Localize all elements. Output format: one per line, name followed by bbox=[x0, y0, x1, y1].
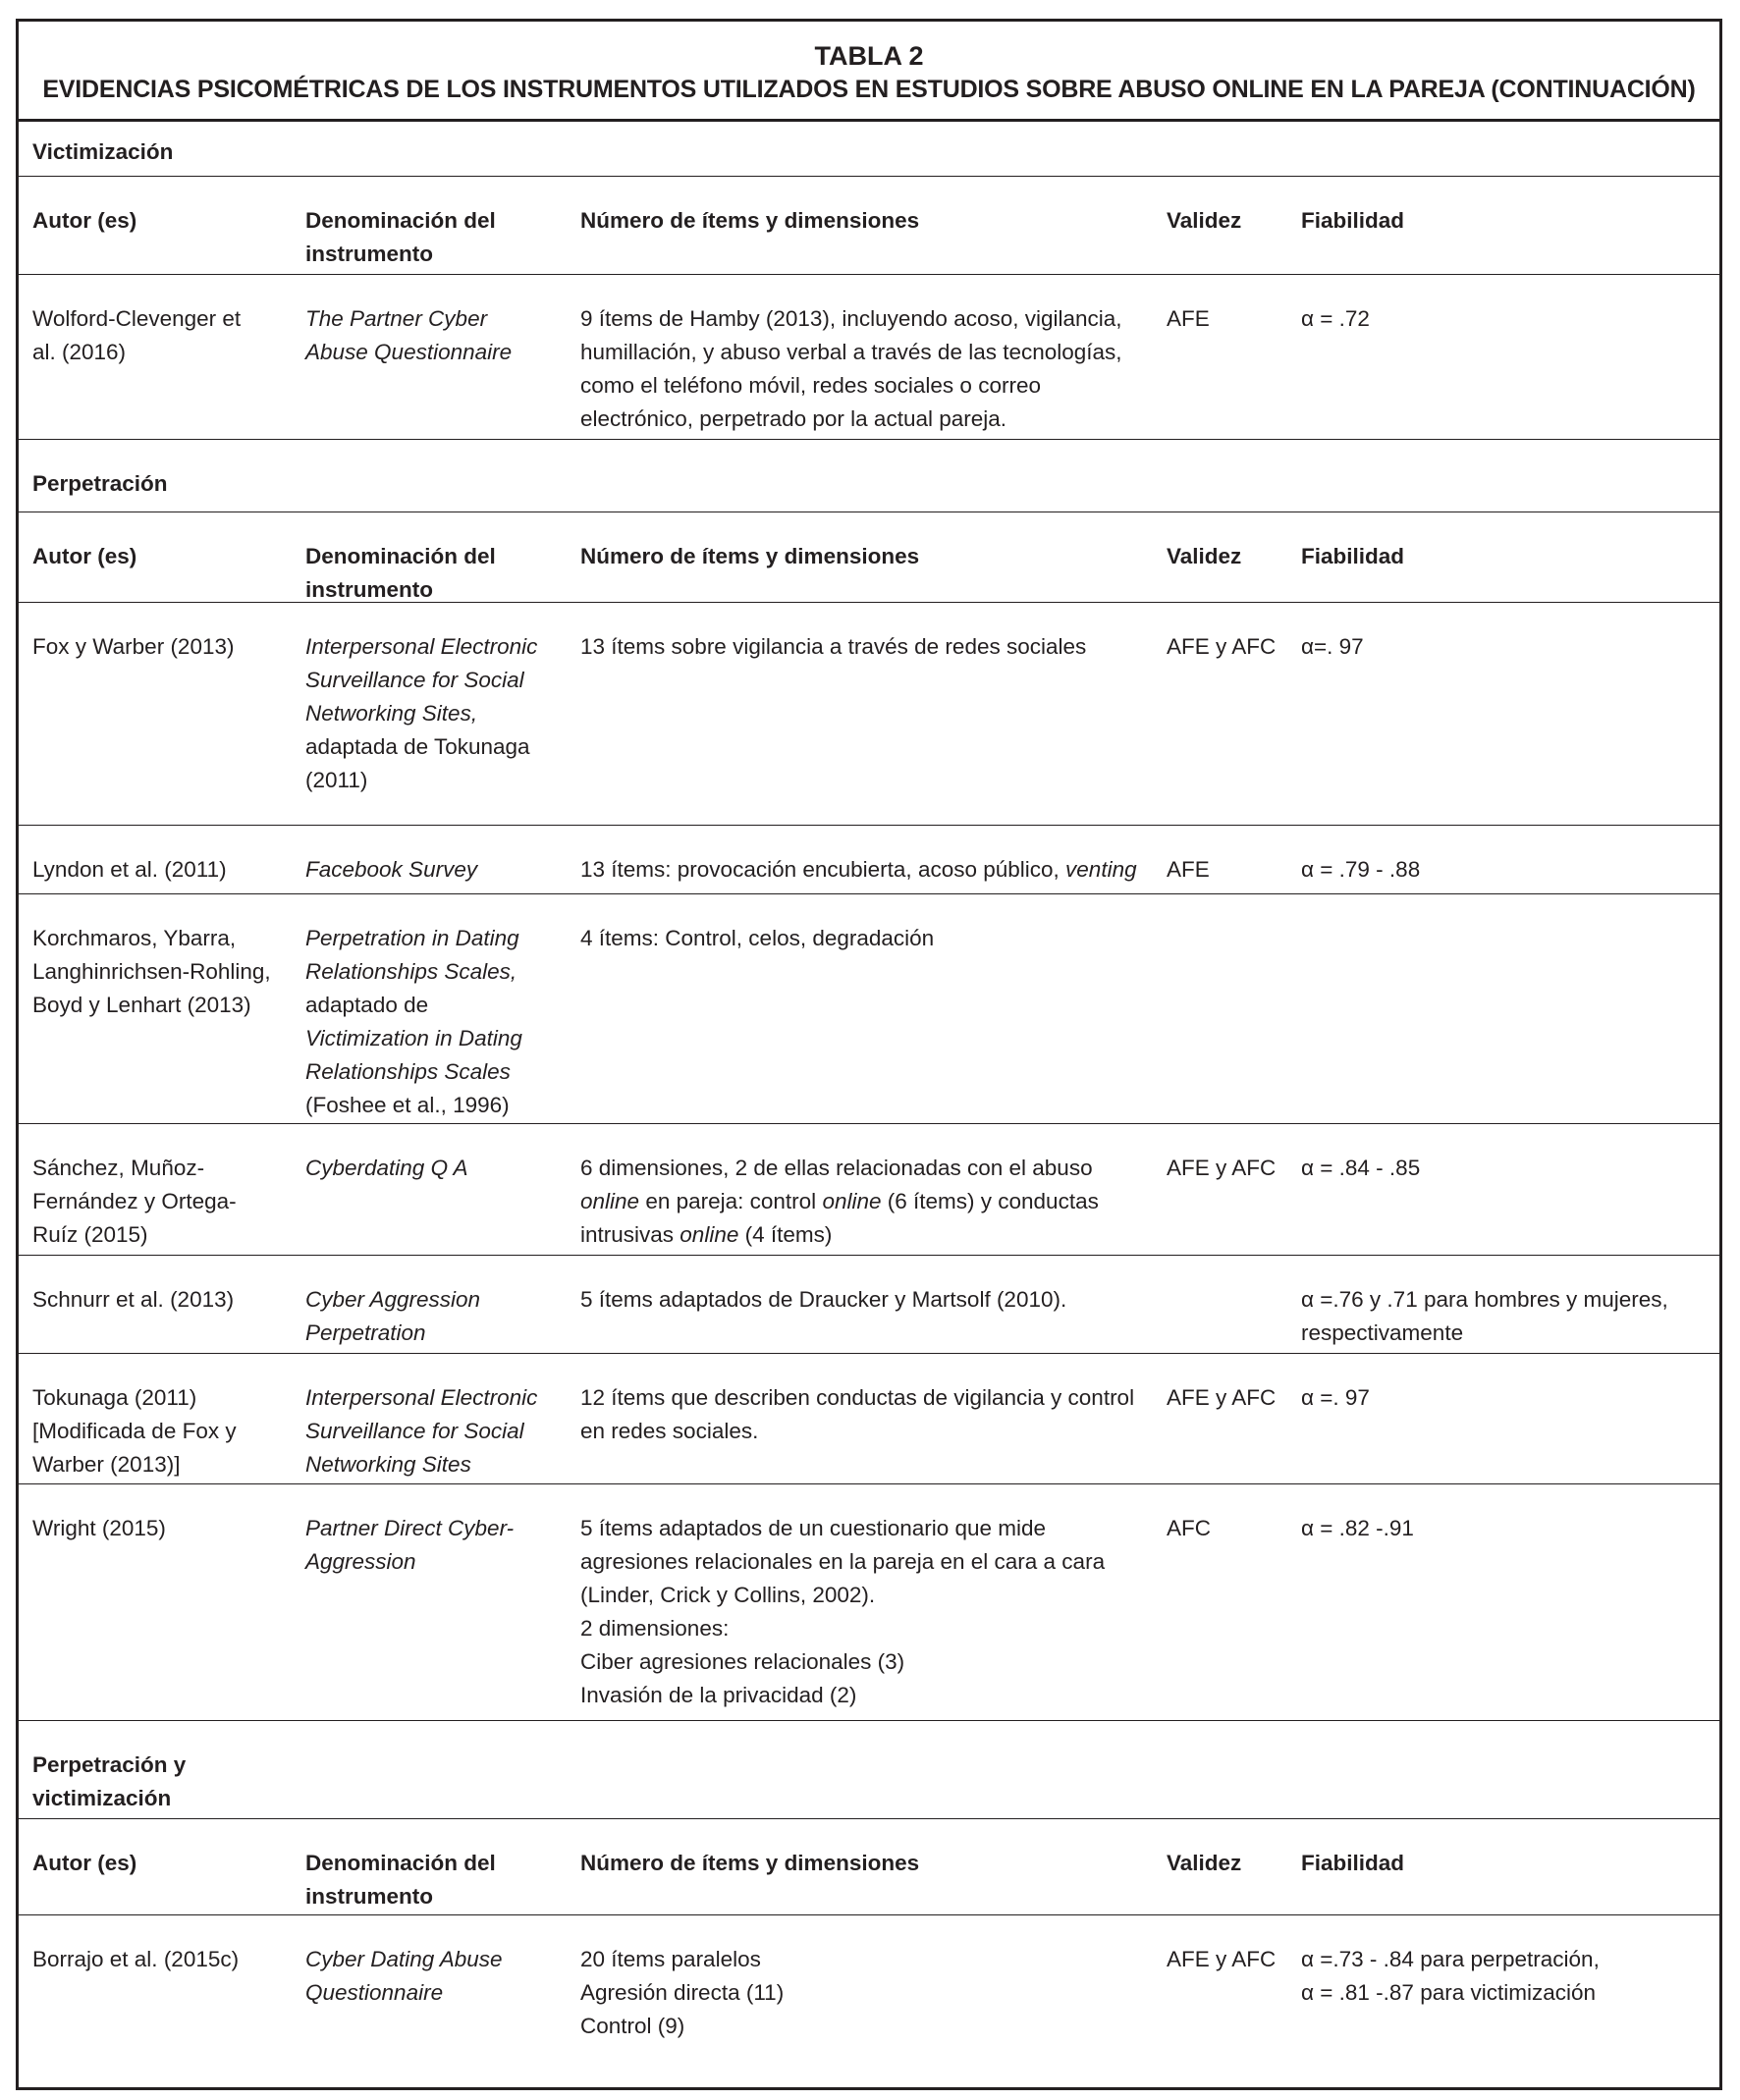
cell-instrumento: Partner Direct Cyber- Aggression bbox=[305, 1516, 515, 1574]
cell-validez: AFE bbox=[1167, 857, 1210, 882]
cell-items: 13 ítems sobre vigilancia a través de redes sociales bbox=[580, 634, 1087, 659]
cell-autor: Sánchez, Muñoz- Fernández y Ortega- Ruíz (2015) bbox=[32, 1156, 237, 1247]
cell-validez: AFE y AFC bbox=[1167, 1385, 1277, 1410]
table-row bbox=[19, 603, 1719, 826]
cell-autor: Schnurr et al. (2013) bbox=[32, 1287, 235, 1312]
table-number: TABLA 2 bbox=[814, 41, 924, 71]
header-row bbox=[19, 1819, 1719, 1915]
table-row bbox=[19, 1915, 1719, 2087]
cell-instrumento: Facebook Survey bbox=[305, 857, 478, 882]
cell-validez bbox=[1167, 894, 1290, 922]
table-row bbox=[19, 1484, 1719, 1721]
cell-fiabilidad: α = .79 - .88 bbox=[1301, 857, 1421, 882]
cell-validez: AFE y AFC bbox=[1167, 1156, 1277, 1180]
header-fiabilidad: Fiabilidad bbox=[1301, 1851, 1405, 1875]
table-caption bbox=[19, 22, 1719, 122]
cell-autor: Lyndon et al. (2011) bbox=[32, 857, 227, 882]
section-label: Victimización bbox=[32, 139, 174, 164]
cell-items: 6 dimensiones, 2 de ellas relacionadas con el abuso online en pareja: control online (6 ítems) y conductas intrusivas online (4 ítems) bbox=[580, 1156, 1099, 1247]
cell-instrumento: Interpersonal Electronic Surveillance for Social Networking Sites bbox=[305, 1385, 538, 1477]
header-fiabilidad: Fiabilidad bbox=[1301, 208, 1405, 233]
cell-instrumento: Perpetration in Dating Relationships Scales, adaptado de Victimization in Dating Relationships Scales (Foshee et al., 1996) bbox=[305, 926, 522, 1117]
cell-validez: AFE y AFC bbox=[1167, 634, 1277, 659]
cell-autor: Borrajo et al. (2015c) bbox=[32, 1947, 240, 1971]
cell-fiabilidad: α = .82 -.91 bbox=[1301, 1516, 1414, 1540]
cell-items: 13 ítems: provocación encubierta, acoso público, venting bbox=[580, 857, 1137, 882]
section-label: Perpetración bbox=[32, 471, 168, 496]
header-validez: Validez bbox=[1167, 208, 1242, 233]
cell-validez: AFC bbox=[1167, 1516, 1211, 1540]
cell-items: 4 ítems: Control, celos, degradación bbox=[580, 926, 935, 950]
cell-instrumento: Cyber Aggression Perpetration bbox=[305, 1287, 481, 1345]
cell-items: 12 ítems que describen conductas de vigilancia y control en redes sociales. bbox=[580, 1385, 1135, 1443]
table-row bbox=[19, 894, 1719, 1124]
header-denominacion: Denominación del instrumento bbox=[305, 544, 496, 602]
cell-items: 20 ítems paralelos Agresión directa (11) Control (9) bbox=[580, 1947, 785, 2038]
cell-items: 9 ítems de Hamby (2013), incluyendo acoso, vigilancia, humillación, y abuso verbal a través de las tecnologías, como el teléfono móvil, redes sociales o correo electrónico, perpetrado por la actual pareja. bbox=[580, 306, 1122, 431]
cell-validez: AFE y AFC bbox=[1167, 1947, 1277, 1971]
header-validez: Validez bbox=[1167, 1851, 1242, 1875]
header-denominacion: Denominación del instrumento bbox=[305, 1851, 496, 1909]
table-row bbox=[19, 1256, 1719, 1354]
cell-fiabilidad: α=. 97 bbox=[1301, 634, 1364, 659]
header-numero: Número de ítems y dimensiones bbox=[580, 544, 920, 568]
cell-validez bbox=[1167, 1256, 1290, 1283]
header-autor: Autor (es) bbox=[32, 1851, 137, 1875]
cell-fiabilidad bbox=[1301, 894, 1713, 922]
header-denominacion: Denominación del instrumento bbox=[305, 208, 496, 266]
cell-autor: Tokunaga (2011) [Modificada de Fox y Warber (2013)] bbox=[32, 1385, 237, 1477]
header-fiabilidad: Fiabilidad bbox=[1301, 544, 1405, 568]
cell-autor: Korchmaros, Ybarra, Langhinrichsen-Rohling, Boyd y Lenhart (2013) bbox=[32, 926, 271, 1017]
section-label: Perpetración y victimización bbox=[32, 1752, 187, 1810]
table-row bbox=[19, 826, 1719, 894]
cell-fiabilidad: α = .84 - .85 bbox=[1301, 1156, 1421, 1180]
cell-instrumento: Interpersonal Electronic Surveillance for Social Networking Sites, adaptada de Tokunaga (2011) bbox=[305, 634, 538, 792]
cell-fiabilidad: α =. 97 bbox=[1301, 1385, 1370, 1410]
cell-instrumento: The Partner Cyber Abuse Questionnaire bbox=[305, 306, 513, 364]
cell-autor: Wolford-Clevenger et al. (2016) bbox=[32, 306, 242, 364]
section-perpetracion-victimizacion bbox=[19, 1721, 1719, 1819]
header-validez: Validez bbox=[1167, 544, 1242, 568]
table-title: EVIDENCIAS PSICOMÉTRICAS DE LOS INSTRUMENTOS UTILIZADOS EN ESTUDIOS SOBRE ABUSO ONLINE EN LA PAREJA (CONTINUACIÓN) bbox=[42, 76, 1696, 103]
section-perpetracion bbox=[19, 440, 1719, 512]
cell-autor: Fox y Warber (2013) bbox=[32, 634, 235, 659]
cell-items: 5 ítems adaptados de un cuestionario que mide agresiones relacionales en la pareja en el cara a cara (Linder, Crick y Collins, 2002). 2 dimensiones: Ciber agresiones relacionales (3) Invasión de la privacidad (2) bbox=[580, 1516, 1106, 1707]
table-row bbox=[19, 1124, 1719, 1256]
header-row bbox=[19, 512, 1719, 603]
table-row bbox=[19, 275, 1719, 440]
header-numero: Número de ítems y dimensiones bbox=[580, 208, 920, 233]
table-row bbox=[19, 1354, 1719, 1484]
cell-validez: AFE bbox=[1167, 306, 1210, 331]
header-numero: Número de ítems y dimensiones bbox=[580, 1851, 920, 1875]
cell-fiabilidad: α = .72 bbox=[1301, 306, 1370, 331]
section-victimizacion bbox=[19, 122, 1719, 177]
header-row bbox=[19, 177, 1719, 275]
cell-instrumento: Cyber Dating Abuse Questionnaire bbox=[305, 1947, 503, 2005]
header-autor: Autor (es) bbox=[32, 208, 137, 233]
cell-items: 5 ítems adaptados de Draucker y Martsolf (2010). bbox=[580, 1287, 1067, 1312]
cell-instrumento: Cyberdating Q A bbox=[305, 1156, 468, 1180]
header-autor: Autor (es) bbox=[32, 544, 137, 568]
cell-fiabilidad: α =.76 y .71 para hombres y mujeres, respectivamente bbox=[1301, 1287, 1668, 1345]
table bbox=[16, 19, 1722, 2090]
cell-fiabilidad: α =.73 - .84 para perpetración, α = .81 -.87 para victimización bbox=[1301, 1947, 1600, 2005]
cell-autor: Wright (2015) bbox=[32, 1516, 166, 1540]
